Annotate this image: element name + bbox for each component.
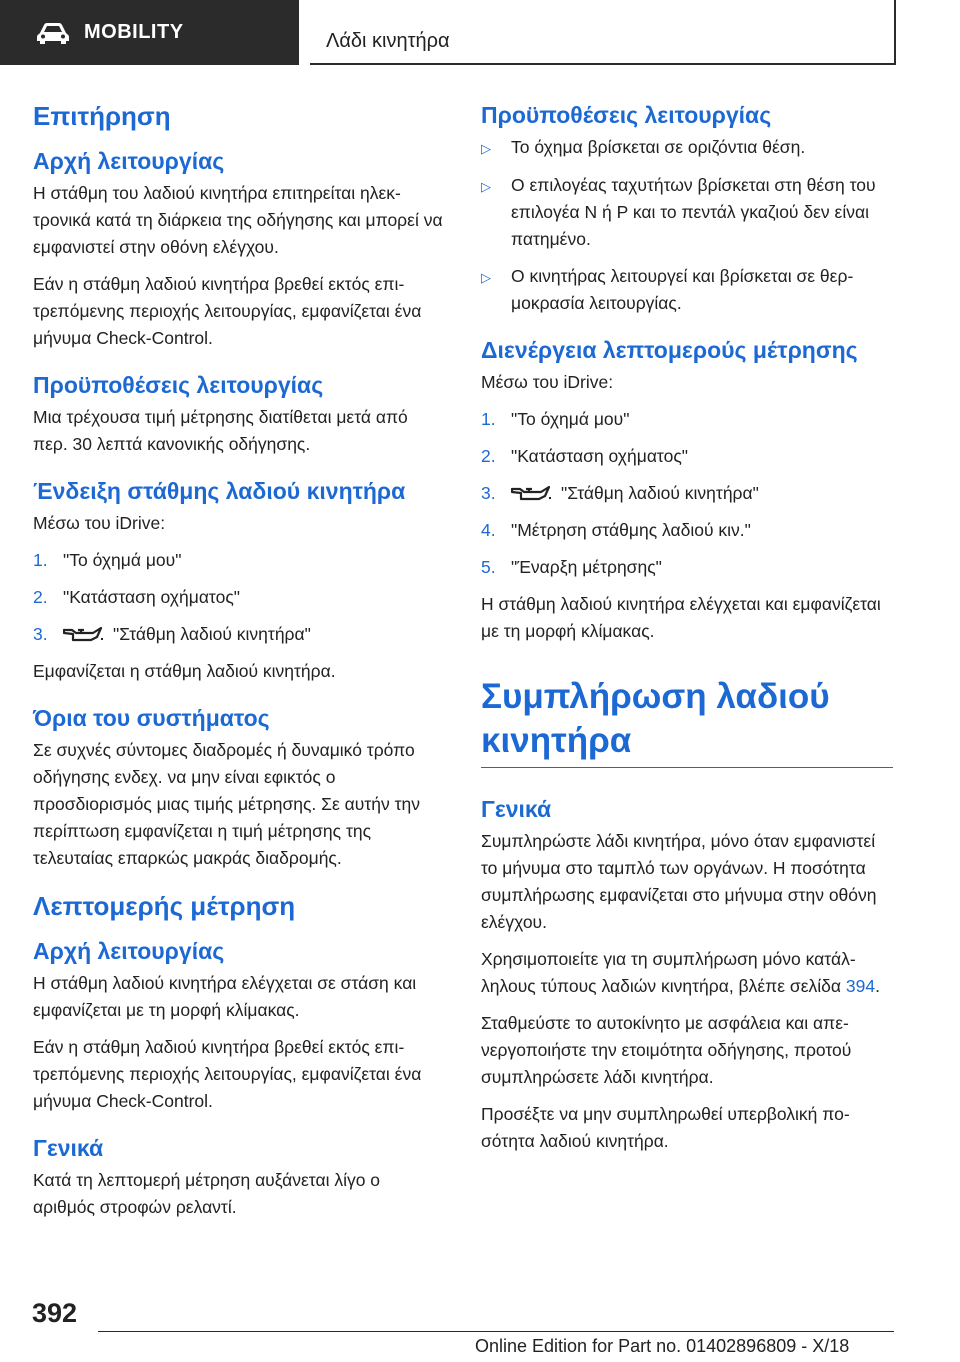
paragraph: Μέσω του iDrive:: [481, 372, 614, 392]
bullet-text: Το όχημα βρίσκεται σε οριζόντια θέση.: [511, 137, 806, 157]
step-number: 1.: [481, 409, 496, 429]
steps-list: [33, 547, 445, 648]
list-item: [481, 517, 893, 544]
heading-detailed-measurement: Λεπτομερής μέτρηση: [33, 891, 296, 921]
page-title: Λάδι κινητήρα: [326, 30, 450, 52]
paragraph: Προσέξτε να μην συμπληρωθεί υπερβολική ποσότητα λαδιού κινητήρα.: [481, 1104, 850, 1151]
bullet-arrow-icon: ▷: [481, 179, 491, 194]
right-column: [481, 100, 893, 1165]
paragraph-text: Χρησιμοποιείτε για τη συμπλήρωση μόνο κατάλληλους τύπους λαδιών κινητήρα, βλέπε σελίδα: [481, 949, 856, 996]
step-text: "Μέτρηση στάθμης λαδιού κιν.": [511, 520, 751, 540]
list-item: [481, 263, 893, 317]
paragraph: Εάν η στάθμη λαδιού κινητήρα βρεθεί εκτός επιτρεπόμενης περιοχής λειτουργίας, εμφανίζεται ένα μήνυμα Check-Control.: [33, 1037, 422, 1111]
footer-divider: [98, 1331, 894, 1332]
step-text: "Το όχημά μου": [63, 550, 182, 570]
step-text: "Στάθμη λαδιού κινητήρα": [113, 624, 311, 644]
list-item: [481, 480, 893, 507]
step-number: 1.: [33, 550, 48, 570]
step-number: 2.: [33, 587, 48, 607]
step-text: "Το όχημά μου": [511, 409, 630, 429]
header-brand-label: MOBILITY: [84, 21, 184, 43]
step-number: 5.: [481, 557, 496, 577]
heading-prerequisites: Προϋποθέσεις λειτουργίας: [481, 102, 772, 128]
left-column: [33, 100, 445, 1231]
paragraph: Η στάθμη λαδιού κινητήρα ελέγχεται και εμφανίζεται με τη μορφή κλίμακας.: [481, 594, 881, 641]
paragraph: Μέσω του iDrive:: [33, 513, 166, 533]
header-title-box: [310, 0, 896, 65]
page-number: 392: [32, 1298, 78, 1328]
car-icon: [36, 21, 70, 45]
list-item: [481, 406, 893, 433]
bullet-arrow-icon: ▷: [481, 141, 491, 156]
paragraph: Συμπληρώστε λάδι κινητήρα, μόνο όταν εμφανιστεί το μήνυμα στο ταμπλό των οργάνων. Η ποσότητα συμπλήρωσης εμφανίζεται στο μήνυμα στην οθόνη ελέγχου.: [481, 831, 877, 932]
heading-general: Γενικά: [33, 1135, 104, 1161]
bullet-arrow-icon: ▷: [481, 270, 491, 285]
heading-prerequisites: Προϋποθέσεις λειτουργίας: [33, 372, 324, 398]
list-item: [481, 443, 893, 470]
bullet-list: [481, 134, 893, 317]
heading-principle: Αρχή λειτουργίας: [33, 938, 225, 964]
step-number: 3.: [33, 624, 48, 644]
paragraph: [481, 946, 893, 1000]
heading-monitoring: Επιτήρηση: [33, 101, 171, 131]
step-number: 3.: [481, 483, 496, 503]
list-item: [33, 547, 445, 574]
list-item: [33, 584, 445, 611]
oil-can-icon: [63, 625, 103, 643]
paragraph: Σταθμεύστε το αυτοκίνητο με ασφάλεια και απενεργοποιήστε την ετοιμότητα οδήγησης, προτού συμπληρώσετε λάδι κινητήρα.: [481, 1013, 852, 1087]
paragraph-text: .: [875, 976, 880, 996]
bullet-text: Ο επιλογέας ταχυτήτων βρίσκεται στη θέση του επιλογέα N ή P και το πεντάλ γκαζιού δεν είναι πατημένο.: [511, 175, 876, 249]
step-text: "Στάθμη λαδιού κινητήρα": [561, 483, 759, 503]
footer-edition: Online Edition for Part no. 01402896809 - X/18: [475, 1336, 850, 1356]
step-number: 4.: [481, 520, 496, 540]
step-text: "Κατάσταση οχήματος": [511, 446, 688, 466]
heading-system-limits: Όρια του συστήματος: [33, 705, 270, 731]
heading-general: Γενικά: [481, 796, 552, 822]
page-reference-link[interactable]: 394: [845, 976, 876, 996]
paragraph: Εάν η στάθμη λαδιού κινητήρα βρεθεί εκτός επιτρεπόμενης περιοχής λειτουργίας, εμφανίζεται ένα μήνυμα Check-Control.: [33, 274, 422, 348]
paragraph: Μια τρέχουσα τιμή μέτρησης διατίθεται μετά από περ. 30 λεπτά κανονικής οδήγησης.: [33, 407, 408, 454]
list-item: [481, 554, 893, 581]
paragraph: Κατά τη λεπτομερή μέτρηση αυξάνεται λίγο ο αριθμός στροφών ρελαντί.: [33, 1170, 381, 1217]
step-number: 2.: [481, 446, 496, 466]
list-item: [481, 172, 893, 253]
paragraph: Εμφανίζεται η στάθμη λαδιού κινητήρα.: [33, 661, 336, 681]
bullet-text: Ο κινητήρας λειτουργεί και βρίσκεται σε θερμοκρασία λειτουργίας.: [511, 266, 854, 313]
step-text: "Έναρξη μέτρησης": [511, 557, 662, 577]
list-item: [481, 134, 893, 162]
oil-can-icon: [511, 484, 551, 502]
steps-list: [481, 406, 893, 581]
step-text: "Κατάσταση οχήματος": [63, 587, 240, 607]
list-item: [33, 621, 445, 648]
paragraph: Η στάθμη του λαδιού κινητήρα επιτηρείται ηλεκτρονικά κατά τη διάρκεια της οδήγησης και μπορεί να εμφανιστεί στην οθόνη ελέγχου.: [33, 183, 443, 257]
heading-topping-up-oil: Συμπλήρωση λαδιού κινητήρα: [481, 675, 893, 768]
heading-oil-level-display: Ένδειξη στάθμης λαδιού κινητήρα: [33, 478, 406, 504]
header-brand-bar: [0, 0, 299, 65]
paragraph: Σε συχνές σύντομες διαδρομές ή δυναμικό τρόπο οδήγησης ενδεχ. να μην είναι εφικτός ο προσδιορισμός μιας τιμής μέτρησης. Σε αυτήν την περίπτωση εμφανίζεται η τιμή μέτρησης της τελευταίας επαρκώς μακράς διαδρομής.: [33, 740, 420, 868]
paragraph: Η στάθμη λαδιού κινητήρα ελέγχεται σε στάση και εμφανίζεται με τη μορφή κλίμακας.: [33, 973, 417, 1020]
heading-principle: Αρχή λειτουργίας: [33, 148, 225, 174]
heading-perform-measurement: Διενέργεια λεπτομερούς μέτρησης: [481, 337, 858, 363]
